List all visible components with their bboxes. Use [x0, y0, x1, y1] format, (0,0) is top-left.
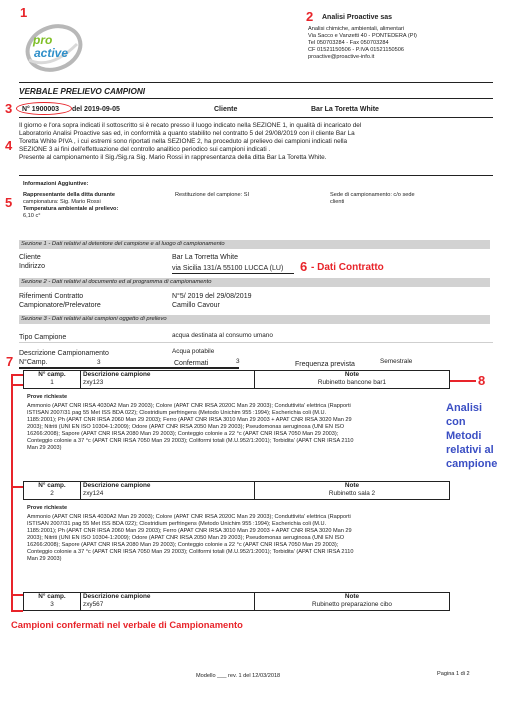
info-sede-line-2: clienti	[330, 199, 345, 205]
sez3-conf-label: Confermati	[174, 360, 209, 367]
sez3-desc-label: Descrizione Campionamento	[19, 350, 109, 357]
company-line-1: Analisi chimiche, ambientali, alimentari	[308, 26, 405, 32]
info-heading: Informazioni Aggiuntive:	[23, 181, 89, 187]
sample-3-ncamp-header: N° camp.	[38, 593, 66, 600]
info-rep-line-2: campionatura: Sig. Mario Rossi	[23, 199, 101, 205]
info-representative	[23, 192, 118, 220]
sample-1-prove-label: Prove richieste	[27, 394, 68, 400]
tipo-divider	[19, 342, 493, 343]
sample-2-ncamp-header: N° camp.	[38, 482, 66, 489]
confermati-annotation: Campioni confermati nel verbale di Campionamento	[11, 619, 243, 630]
ncamp-red-underline	[19, 367, 239, 369]
sez3-ncamp-label: N°Camp.	[19, 359, 48, 366]
sample-3-note: Rubinetto preparazione cibo	[312, 601, 392, 608]
prove-1-l3: 1185:2001); Ph (APAT CNR IRSA 2060 Man 29 2003); Ferro (APAT CNR IRSA 3010 Man 29 2003 + APAT CNR IRSA 3020 Man 29	[27, 417, 352, 423]
prove-1-l2: ISTISAN 2007/31 pag 55 Met ISS BDA 022); Clostridium perfringens (Metodo Unichim 955 :1994); Escherichia coli (M.U.	[27, 410, 327, 416]
bracket-top	[11, 374, 23, 376]
marker-8: 8	[478, 373, 486, 388]
sample-2-desc-cell	[80, 481, 255, 500]
marker-2: 2	[306, 9, 314, 24]
prove-2-l7: Man 29 2003)	[27, 556, 62, 562]
company-line-2: Via Sacco e Vanzetti 40 - PONTEDERA (PI)	[308, 33, 417, 39]
sample-2-note-cell	[254, 481, 450, 500]
marker-7: 7	[6, 354, 14, 369]
sample-2-note-header: Note	[344, 482, 360, 489]
sample-2-prove-label: Prove richieste	[27, 505, 68, 511]
sample-3-desc-cell	[80, 592, 255, 611]
marker-3: 3	[5, 101, 13, 116]
sez3-freq-value: Semestrale	[380, 358, 413, 365]
sez1-indirizzo-value: via Sicilia 131/A 55100 LUCCA (LU)	[172, 265, 284, 272]
sample-1-prove-text	[27, 403, 447, 452]
section-1-bar: Sezione 1 - Dati relativi al detentore del campione e al luogo di campionamento	[19, 240, 490, 249]
sample-2-number: 2	[50, 490, 54, 497]
sample-3-note-cell	[254, 592, 450, 611]
bracket-vertical	[11, 374, 13, 610]
company-name: Analisi Proactive sas	[322, 14, 393, 21]
sez2-camp-value: Camillo Cavour	[172, 302, 220, 309]
info-temp-line-2: 6,10 c°	[23, 213, 41, 219]
sample-1-desc-header: Descrizione campione	[83, 371, 151, 378]
sample-3-note-header: Note	[344, 593, 360, 600]
analisi-annotation	[446, 401, 497, 471]
section-2-bar: Sezione 2 - Dati relativi al documento ed al programma di campionamento	[19, 278, 490, 287]
sez3-conf-value: 3	[236, 358, 240, 365]
company-line-4: CF 01521150506 - P.IVA 01521150506	[308, 47, 405, 53]
sez1-cliente-value: Bar La Torretta White	[172, 254, 239, 261]
document-title: VERBALE PRELIEVO CAMPIONI	[19, 87, 146, 96]
logo-text-bottom: active	[34, 46, 69, 60]
sez1-indirizzo-label: Indirizzo	[19, 263, 46, 270]
sample-1-ncamp-header: N° camp.	[38, 371, 66, 378]
intro-line-5: Presente al campionamento il Sig./Sig.ra Sig. Mario Rossi in rappresentanza della ditta Bar La Toretta White.	[19, 154, 327, 161]
prove-2-l4: 2003); Nitriti (UNI EN ISO 10304-1:2009); Odore (APAT CNR IRSA 2050 Man 29 2003); Pseudomonas aeruginosa (UNI EN ISO	[27, 535, 345, 541]
verbale-number: N° 1900003	[22, 106, 60, 113]
indirizzo-underline	[172, 273, 294, 274]
sample-2-desc: zxy124	[83, 490, 104, 497]
intro-line-1: Il giorno e l'ora sopra indicati il sottoscritto si è recato presso il luogo indicato nella SEZIONE 1, in qualità di incaricato del	[19, 122, 362, 129]
prove-2-l1: Ammonio (APAT CNR IRSA 4030A2 Man 29 2003); Colore (APAT CNR IRSA 2020C Man 29 2003); Conduttivita' elettrica (Rapporti	[27, 514, 351, 520]
sez2-camp-label: Campionatore/Prelevatore	[19, 302, 101, 309]
sample-1-desc: zxy123	[83, 379, 104, 386]
intro-line-4: SEZIONE 3 ai fini dell'effettuazione del controllo analitico periodico sui campioni indicati .	[19, 146, 271, 153]
info-restituzione: Restituzione del campione: SI	[175, 192, 250, 198]
sez3-desc-value: Acqua potabile	[172, 348, 215, 355]
marker-6: 6	[300, 259, 308, 274]
marker-1: 1	[20, 5, 28, 20]
info-temp-line-1: Temperatura ambientale al prelievo:	[23, 206, 119, 212]
sample-2-prove-text	[27, 514, 447, 563]
sample-3-number: 3	[50, 601, 54, 608]
sample-3-desc-header: Descrizione campione	[83, 593, 151, 600]
bracket-bottom	[11, 610, 23, 612]
sez3-freq-label: Frequenza prevista	[295, 361, 355, 368]
prove-1-l4: 2003); Nitriti (UNI EN ISO 10304-1:2009); Odore (APAT CNR IRSA 2050 Man 29 2003); Pseudomonas aeruginosa (UNI EN ISO	[27, 424, 345, 430]
sample-1-ncamp-cell	[23, 370, 81, 389]
sez3-tipo-label: Tipo Campione	[19, 334, 67, 341]
footer-page: Pagina 1 di 2	[437, 671, 470, 677]
analisi-line-5: campione	[446, 458, 498, 470]
bracket-row-1	[11, 384, 23, 386]
header-divider	[19, 82, 493, 83]
verbale-date: del 2019-09-05	[72, 106, 120, 113]
analisi-line-2: con	[446, 416, 466, 428]
company-line-5: proactive@proactive-info.it	[308, 54, 375, 60]
company-logo	[21, 22, 83, 74]
analisi-line-4: relativi al	[446, 444, 494, 456]
marker-4: 4	[5, 138, 13, 153]
sample-3-ncamp-cell	[23, 592, 81, 611]
bracket-mid-2	[11, 594, 23, 596]
sample-1-number: 1	[50, 379, 54, 386]
section-3-bar: Sezione 3 - Dati relativi ai/ai campioni oggetto di prelievo	[19, 315, 490, 324]
sample-2-ncamp-cell	[23, 481, 81, 500]
dati-contratto-annotation: - Dati Contratto	[311, 262, 384, 273]
company-details	[308, 26, 498, 61]
cliente-value: Bar La Toretta White	[311, 106, 379, 113]
footer-model: Modello ___ rev. 1 del 12/03/2018	[196, 673, 281, 679]
prove-2-l2: ISTISAN 2007/31 pag 55 Met ISS BDA 022); Clostridium perfringens (Metodo Unichim 955 :1994); Escherichia coli (M.U.	[27, 521, 327, 527]
sez2-rif-label: Riferimenti Contratto	[19, 293, 84, 300]
cliente-label: Cliente	[214, 106, 238, 113]
logo-text-top: pro	[33, 33, 53, 47]
intro-line-3: Toretta White PIVA , i cui estremi sono riportati nella SEZIONE 2, ha proceduto al prelievo dei campioni indicati nella	[19, 138, 348, 145]
sample-1-note-cell	[254, 370, 450, 389]
intro-divider	[19, 175, 493, 176]
info-sede	[330, 192, 415, 206]
sample-1-note: Rubinetto bancone bar1	[317, 379, 387, 386]
sez2-rif-value: N°5/ 2019 del 29/08/2019	[172, 293, 252, 300]
prove-2-l5: 16266:2008); Sapore (APAT CNR IRSA 2080 Man 29 2003); Conteggio colonie a 22 °c (APAT CNR IRSA 7050 Man 29 2003);	[27, 542, 339, 548]
title-divider	[19, 98, 493, 99]
sample-2-note: Rubinetto sala 2	[328, 490, 376, 497]
company-line-3: Tel 050703284 - Fax 050703284	[308, 40, 389, 46]
sample-3-desc: zxy567	[83, 601, 104, 608]
prove-1-l7: Man 29 2003)	[27, 445, 62, 451]
prove-1-l1: Ammonio (APAT CNR IRSA 4030A2 Man 29 2003); Colore (APAT CNR IRSA 2020C Man 29 2003); Conduttivita' elettrica (Rapporti	[27, 403, 351, 409]
sample-1-note-header: Note	[344, 371, 360, 378]
intro-paragraph	[19, 122, 499, 162]
prove-2-l6: Conteggio colonie a 37 °c (APAT CNR IRSA 7050 Man 29 2003); Coliformi totali (M.U.952/1:2001); Torbidita' (APAT CNR IRSA 2110	[27, 549, 354, 555]
marker-5: 5	[5, 195, 13, 210]
info-sede-line-1: Sede di campionamento: c/o sede	[330, 192, 415, 198]
prove-2-l3: 1185:2001); Ph (APAT CNR IRSA 2060 Man 29 2003); Ferro (APAT CNR IRSA 3010 Man 29 2003 + APAT CNR IRSA 3020 Man 29	[27, 528, 352, 534]
info-rep-line-1: Rappresentante della ditta durante	[23, 192, 116, 198]
bracket-mid-1	[11, 486, 23, 488]
sample-2-desc-header: Descrizione campione	[83, 482, 151, 489]
sez3-ncamp-value: 3	[97, 359, 101, 366]
intro-line-2: Laboratorio Analisi Proactive sas ed, in conformità a quanto stabilito nel contratto 5 del 29/08/2019 con il cliente Bar La	[19, 130, 355, 137]
header-row-divider	[19, 117, 493, 118]
sample-1-desc-cell	[80, 370, 255, 389]
prove-1-l6: Conteggio colonie a 37 °c (APAT CNR IRSA 7050 Man 29 2003); Coliformi totali (M.U.952/1:2001); Torbidita' (APAT CNR IRSA 2110	[27, 438, 354, 444]
prove-1-l5: 16266:2008); Sapore (APAT CNR IRSA 2080 Man 29 2003); Conteggio colonie a 22 °c (APAT CNR IRSA 7050 Man 29 2003);	[27, 431, 339, 437]
sez3-tipo-value: acqua destinata al consumo umano	[172, 332, 273, 339]
marker-8-line	[449, 380, 476, 382]
sez1-cliente-label: Cliente	[19, 254, 41, 261]
analisi-line-1: Analisi	[446, 402, 483, 414]
analisi-line-3: Metodi	[446, 430, 482, 442]
